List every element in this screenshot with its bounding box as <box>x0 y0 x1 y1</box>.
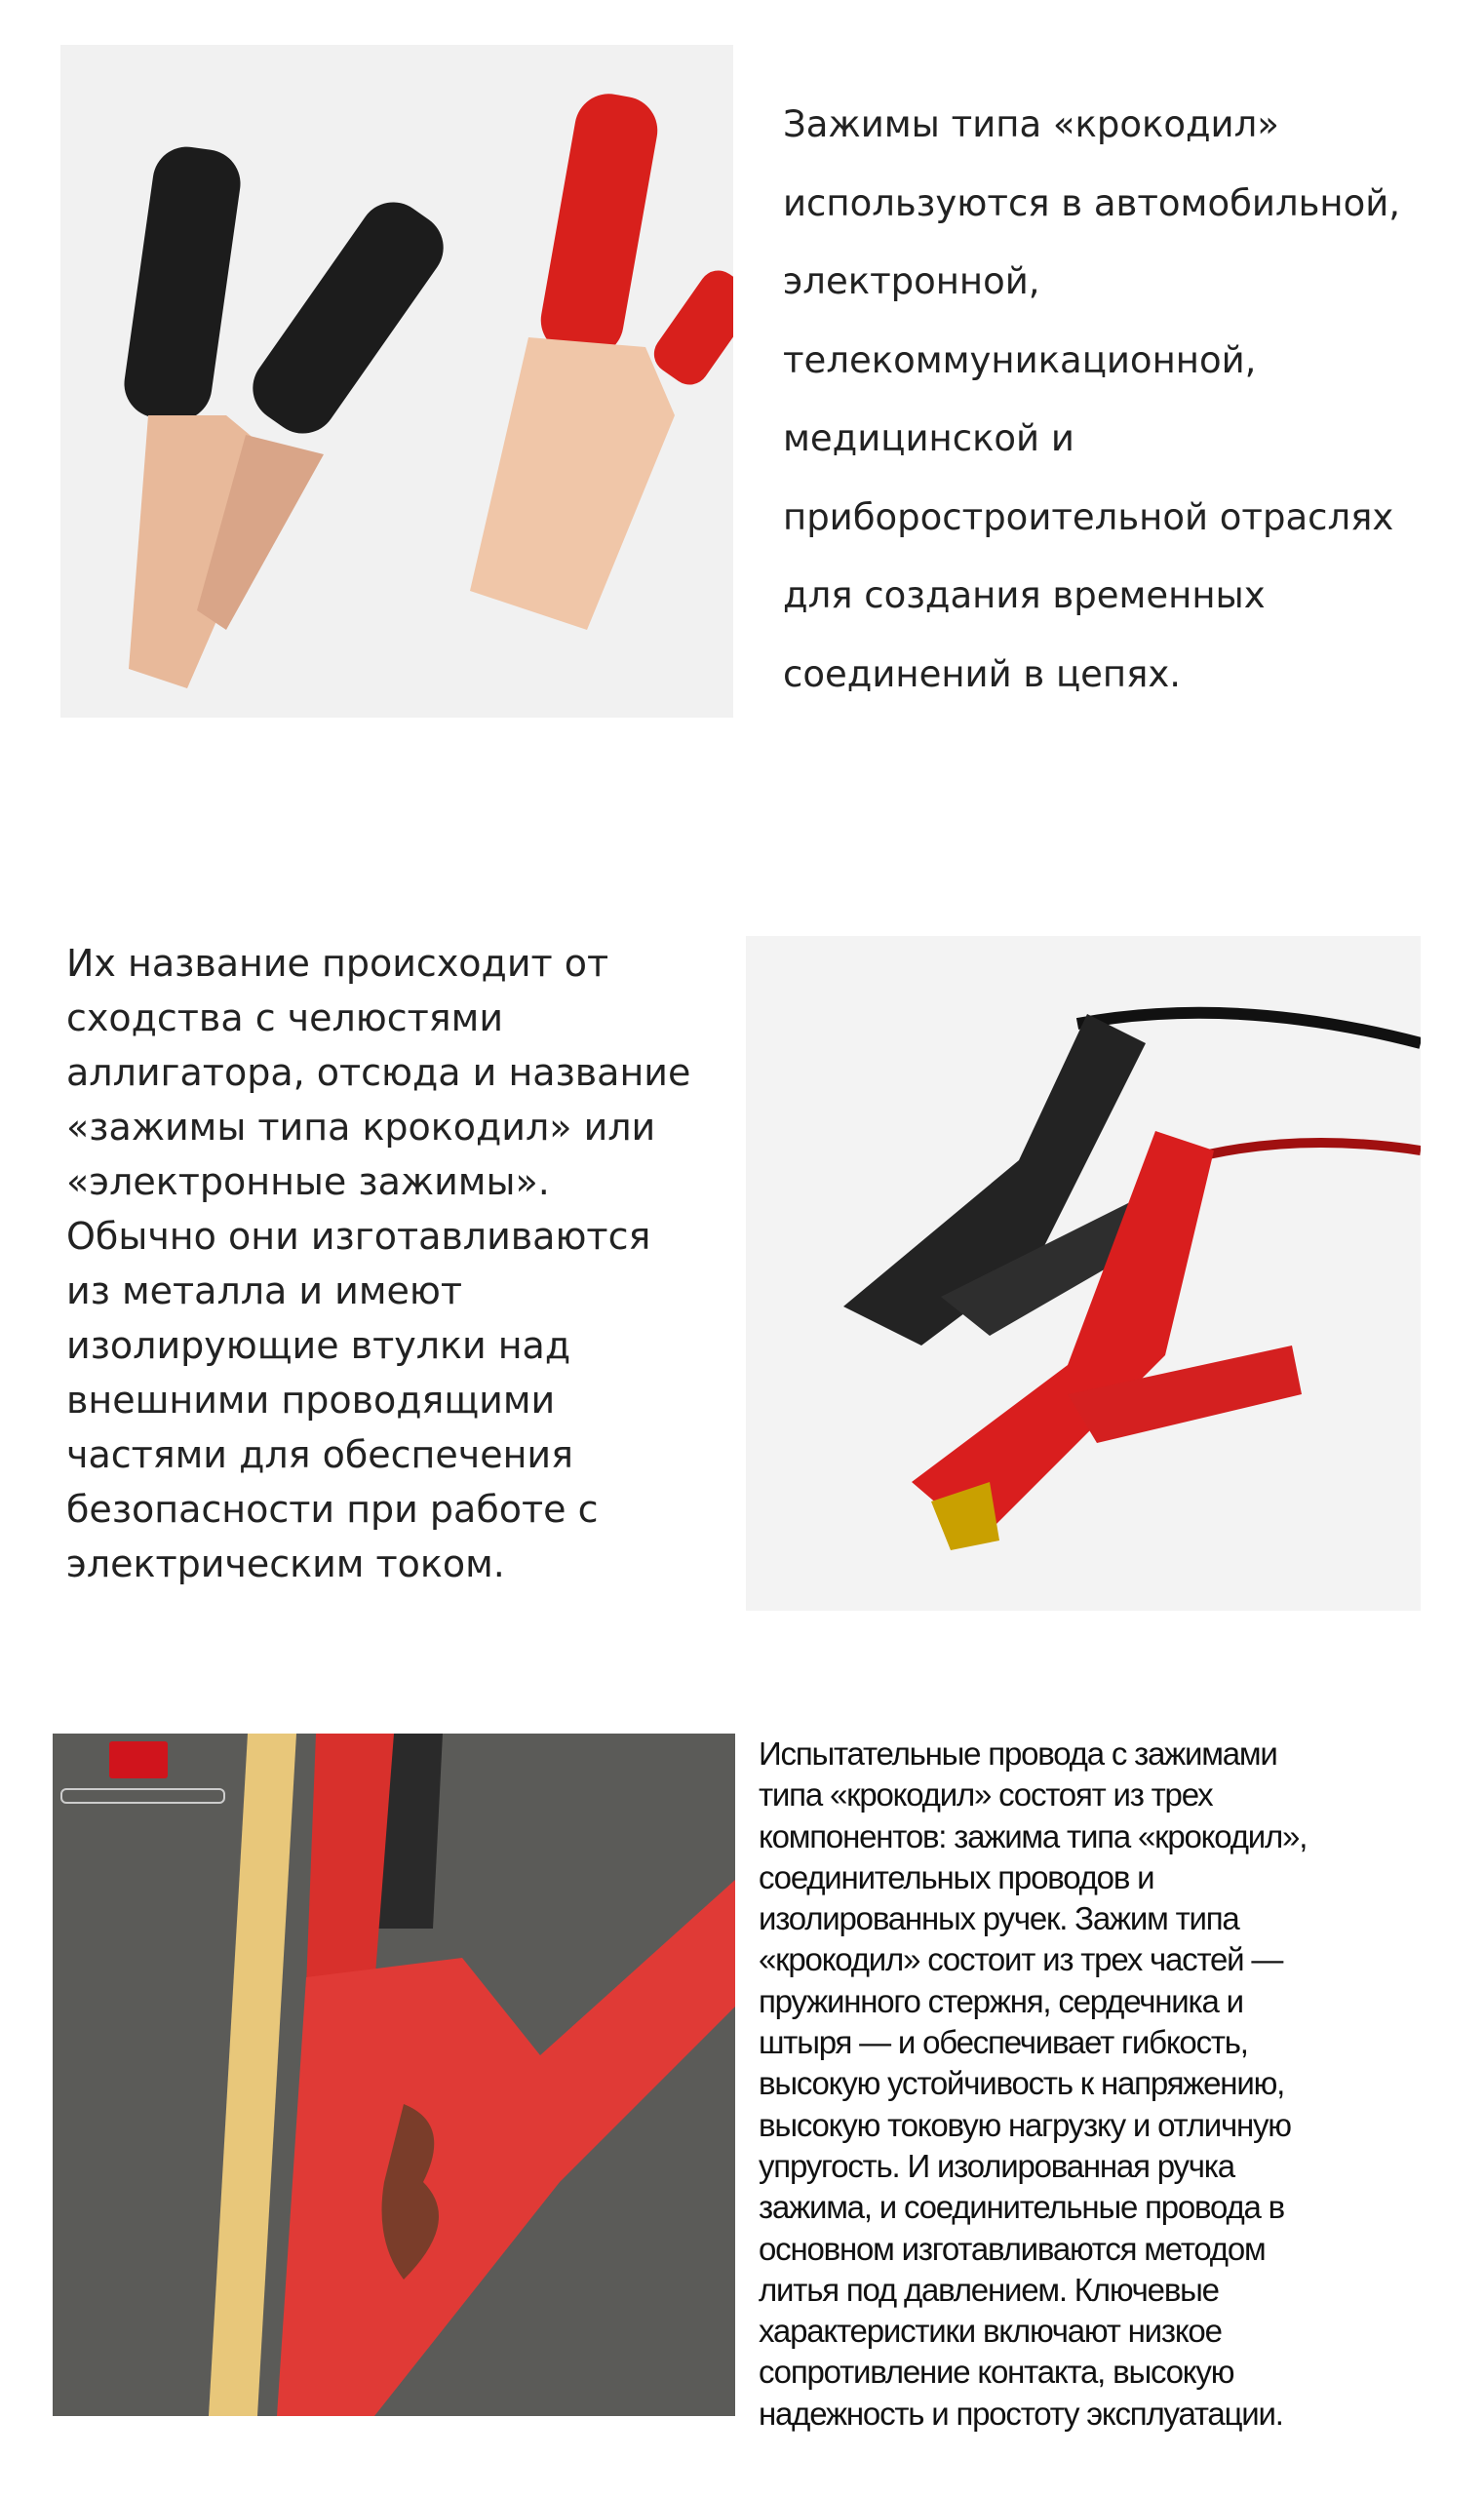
text-line: изолированных ручек. Зажим типа <box>759 1900 1239 1937</box>
text-line: электрическим током. <box>66 1542 505 1585</box>
text-line: телекоммуникационной, <box>783 338 1257 381</box>
text-line: медицинской и <box>783 417 1074 459</box>
name-origin-paragraph <box>66 936 690 1591</box>
text-line: зажима, и соединительные провода в <box>759 2189 1284 2226</box>
text-line: сходства с челюстями <box>66 996 504 1039</box>
text-line: соединений в цепях. <box>783 652 1181 695</box>
text-line: надежность и простоту эксплуатации. <box>759 2395 1283 2432</box>
clips-photo-2 <box>746 936 1421 1611</box>
text-line: Испытательные провода с зажимами <box>759 1736 1277 1772</box>
text-line: характеристики включают низкое <box>759 2313 1222 2350</box>
text-line: штыря — и обеспечивает гибкость, <box>759 2024 1248 2061</box>
alligator-clips-illustration <box>60 45 733 718</box>
clips-photo-1 <box>60 45 733 718</box>
text-line: соединительных проводов и <box>759 1858 1154 1895</box>
text-line: Зажимы типа «крокодил» <box>783 103 1279 145</box>
text-line: типа «крокодил» состоят из трех <box>759 1776 1213 1814</box>
intro-paragraph <box>783 86 1400 714</box>
red-clamp-with-tape-illustration <box>53 1734 735 2416</box>
clips-photo-3 <box>53 1734 735 2416</box>
text-line: пружинного стержня, сердечника и <box>759 1982 1243 2019</box>
text-line: частями для обеспечения <box>66 1433 573 1476</box>
text-line: «электронные зажимы». <box>66 1160 550 1203</box>
text-line: высокую токовую нагрузку и отличную <box>759 2106 1291 2143</box>
text-line: Обычно они изготавливаются <box>66 1215 651 1258</box>
text-line: сопротивление контакта, высокую <box>759 2354 1234 2391</box>
text-line: изолирующие втулки над <box>66 1324 571 1367</box>
text-line: упругость. И изолированная ручка <box>759 2147 1234 2184</box>
text-line: для создания временных <box>783 574 1266 616</box>
text-line: безопасности при работе с <box>66 1488 599 1531</box>
text-line: «крокодил» состоит из трех частей — <box>759 1941 1283 1978</box>
text-line: высокую устойчивость к напряжению, <box>759 2065 1285 2102</box>
text-line: Их название происходит от <box>66 942 609 985</box>
text-line: «зажимы типа крокодил» или <box>66 1106 656 1149</box>
logo-mark <box>109 1741 168 1778</box>
text-line: литья под давлением. Ключевые <box>759 2271 1219 2308</box>
text-line: электронной, <box>783 260 1040 302</box>
text-line: внешними проводящими <box>66 1379 556 1422</box>
text-line: приборостроительной отраслях <box>783 495 1394 538</box>
brand-logo <box>60 1741 216 1810</box>
text-line: из металла и имеют <box>66 1269 463 1312</box>
insulated-clamps-illustration <box>746 936 1421 1611</box>
text-line: компонентов: зажима типа «крокодил», <box>759 1817 1308 1854</box>
logo-wordmark <box>60 1788 225 1804</box>
text-line: основном изготавливаются методом <box>759 2230 1266 2267</box>
components-paragraph <box>759 1734 1307 2435</box>
text-line: аллигатора, отсюда и название <box>66 1051 691 1094</box>
text-line: используются в автомобильной, <box>783 181 1401 224</box>
